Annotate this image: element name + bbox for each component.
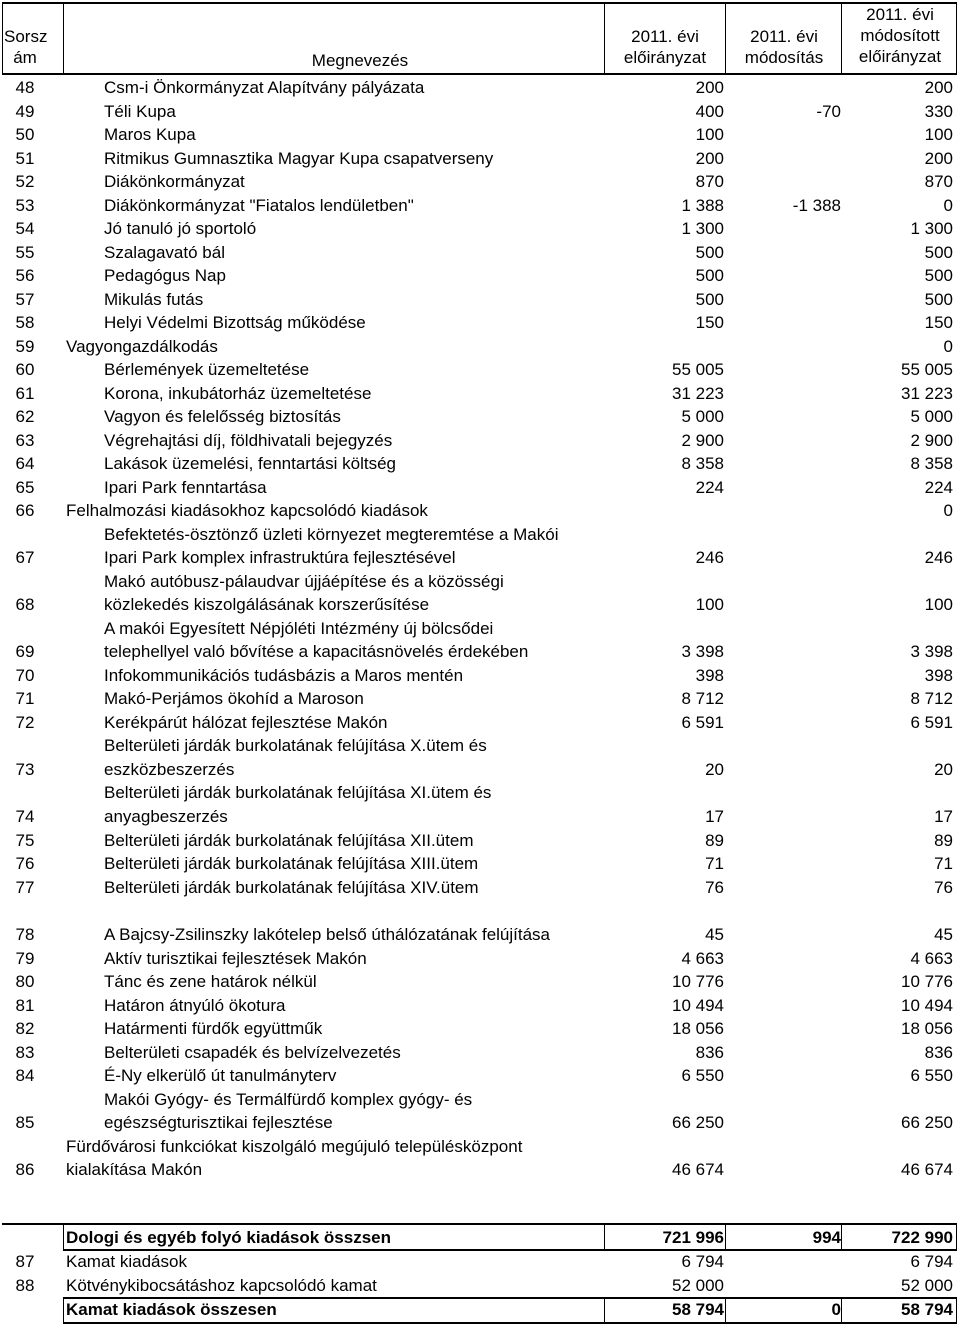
total-divider-3 bbox=[841, 1297, 842, 1323]
header-megnevezes: Megnevezés bbox=[311, 51, 409, 70]
row-description: Vagyongazdálkodás bbox=[66, 336, 218, 356]
row-number: 48 bbox=[15, 78, 35, 97]
value-eloiranyzat: 1 300 bbox=[681, 219, 724, 238]
row-number: 50 bbox=[15, 125, 35, 144]
header-eloiranyzat-line2: előirányzat bbox=[623, 48, 707, 67]
row-description: Belterületi csapadék és belvízelvezetés bbox=[104, 1042, 401, 1062]
row-description: anyagbeszerzés bbox=[104, 806, 228, 826]
row-number: 62 bbox=[15, 407, 35, 426]
value-modositott: 100 bbox=[924, 125, 953, 144]
row-number: 76 bbox=[15, 854, 35, 873]
value-modositott: 200 bbox=[924, 78, 953, 97]
row-description: A Bajcsy-Zsilinszky lakótelep belső úthálózatának felújítása bbox=[104, 925, 551, 944]
value-modositott: 330 bbox=[924, 101, 953, 121]
row-number: 86 bbox=[15, 1159, 35, 1179]
row-number: 82 bbox=[15, 1019, 35, 1038]
header-divider-6 bbox=[956, 2, 957, 74]
row-number: 51 bbox=[15, 148, 35, 168]
total-right-border bbox=[956, 1297, 957, 1323]
value-modositott: 100 bbox=[924, 594, 953, 614]
row-description: Befektetés-ösztönző üzleti környezet megteremtése a Makói bbox=[104, 524, 559, 544]
row-number: 60 bbox=[15, 360, 35, 379]
header-modositas-line2: módosítás bbox=[744, 48, 824, 67]
header-modositas bbox=[727, 26, 841, 68]
subtotal-bottom-rule bbox=[63, 1249, 957, 1251]
row-number: 75 bbox=[15, 830, 35, 850]
header-divider-5 bbox=[841, 2, 842, 74]
header-divider-3 bbox=[604, 2, 605, 74]
row-description: Bérlemények üzemeltetése bbox=[104, 360, 310, 379]
row-description: Maros Kupa bbox=[104, 125, 196, 144]
value-eloiranyzat: 6 794 bbox=[681, 1252, 724, 1271]
value-eloiranyzat: 58 794 bbox=[672, 1300, 724, 1319]
value-modositott: 71 bbox=[934, 854, 953, 873]
value-modositott: 1 300 bbox=[910, 219, 953, 238]
value-eloiranyzat: 31 223 bbox=[672, 383, 724, 403]
subtotal-divider-3 bbox=[841, 1224, 842, 1250]
value-modositott: 500 bbox=[924, 242, 953, 262]
row-number: 74 bbox=[15, 806, 35, 826]
row-description: közlekedés kiszolgálásának korszerűsítése bbox=[104, 594, 430, 614]
value-modositott: 17 bbox=[934, 806, 953, 826]
row-number: 52 bbox=[15, 172, 35, 191]
row-number: 57 bbox=[15, 289, 35, 309]
row-description: Kamat kiadások összesen bbox=[66, 1300, 277, 1319]
row-description: Infokommunikációs tudásbázis a Maros mentén bbox=[104, 665, 464, 685]
value-modositas: 994 bbox=[812, 1228, 841, 1247]
value-modositott: 6 591 bbox=[910, 712, 953, 732]
value-eloiranyzat: 6 591 bbox=[681, 712, 724, 732]
value-modositott: 246 bbox=[924, 547, 953, 567]
value-eloiranyzat: 45 bbox=[705, 925, 724, 944]
header-sorszam-line2: ám bbox=[13, 48, 37, 67]
total-left-border bbox=[63, 1297, 64, 1323]
row-description: Ritmikus Gumnasztika Magyar Kupa csapatverseny bbox=[104, 148, 494, 168]
row-description: Makói Gyógy- és Termálfürdő komplex gyógy- és bbox=[104, 1089, 473, 1109]
value-eloiranyzat: 500 bbox=[695, 242, 724, 262]
value-modositott: 0 bbox=[943, 501, 953, 520]
value-eloiranyzat: 20 bbox=[705, 759, 724, 779]
row-number: 87 bbox=[15, 1252, 35, 1271]
value-eloiranyzat: 721 996 bbox=[662, 1228, 724, 1247]
row-number: 67 bbox=[15, 547, 35, 567]
row-number: 58 bbox=[15, 313, 35, 332]
row-description: Helyi Védelmi Bizottság működése bbox=[104, 313, 366, 332]
value-eloiranyzat: 8 712 bbox=[681, 689, 724, 709]
value-modositott: 6 550 bbox=[910, 1066, 953, 1085]
row-description: Diákönkormányzat bbox=[104, 172, 245, 191]
row-description: Makó-Perjámos ökohíd a Maroson bbox=[104, 689, 364, 709]
value-eloiranyzat: 8 358 bbox=[681, 454, 724, 473]
value-eloiranyzat: 71 bbox=[705, 854, 724, 873]
subtotal-left-border bbox=[63, 1224, 64, 1250]
row-number: 56 bbox=[15, 266, 35, 285]
header-divider-2 bbox=[63, 2, 64, 74]
row-description: telephellyel való bővítése a kapacitásnövelés érdekében bbox=[104, 642, 529, 661]
value-modositott: 8 358 bbox=[910, 454, 953, 473]
header-eloiranyzat bbox=[606, 26, 724, 68]
row-description: Makó autóbusz-pálaudvar újjáépítése és a közösségi bbox=[104, 571, 504, 591]
value-eloiranyzat: 836 bbox=[695, 1042, 724, 1062]
value-modositott: 500 bbox=[924, 266, 953, 285]
value-modositott: 58 794 bbox=[901, 1300, 953, 1319]
value-eloiranyzat: 76 bbox=[705, 877, 724, 897]
header-modositas-line1: 2011. évi bbox=[750, 27, 818, 46]
row-number: 88 bbox=[15, 1276, 35, 1295]
row-description: Jó tanuló jó sportoló bbox=[104, 219, 257, 238]
header-bottom-rule bbox=[2, 73, 957, 75]
total-divider-2 bbox=[725, 1297, 726, 1323]
header-modositott-line2: módosított bbox=[860, 26, 940, 45]
row-description: Dologi és egyéb folyó kiadások összsen bbox=[66, 1228, 391, 1247]
row-number: 59 bbox=[15, 336, 35, 356]
value-modositott: 224 bbox=[924, 477, 953, 497]
row-number: 53 bbox=[15, 195, 35, 215]
value-modositott: 2 900 bbox=[910, 430, 953, 450]
row-number: 49 bbox=[15, 101, 35, 121]
row-number: 64 bbox=[15, 454, 35, 473]
row-number: 71 bbox=[15, 689, 35, 709]
value-eloiranyzat: 5 000 bbox=[681, 407, 724, 426]
value-eloiranyzat: 150 bbox=[695, 313, 724, 332]
value-eloiranyzat: 17 bbox=[705, 806, 724, 826]
value-eloiranyzat: 246 bbox=[695, 547, 724, 567]
row-description: Ipari Park komplex infrastruktúra fejlesztésével bbox=[104, 547, 456, 567]
value-modositott: 4 663 bbox=[910, 948, 953, 968]
value-eloiranyzat: 2 900 bbox=[681, 430, 724, 450]
row-number: 78 bbox=[15, 925, 35, 944]
row-number: 68 bbox=[15, 594, 35, 614]
header-modositott bbox=[843, 4, 957, 67]
value-modositott: 55 005 bbox=[901, 360, 953, 379]
row-description: Téli Kupa bbox=[104, 101, 176, 121]
row-description: É-Ny elkerülő út tanulmányterv bbox=[104, 1066, 337, 1085]
value-eloiranyzat: 500 bbox=[695, 289, 724, 309]
value-modositott: 8 712 bbox=[910, 689, 953, 709]
row-description: Kötvénykibocsátáshoz kapcsolódó kamat bbox=[66, 1276, 377, 1295]
row-number: 63 bbox=[15, 430, 35, 450]
row-description: Határon átnyúló ökotura bbox=[104, 995, 286, 1015]
value-modositott: 500 bbox=[924, 289, 953, 309]
row-description: Ipari Park fenntartása bbox=[104, 477, 267, 497]
value-modositott: 76 bbox=[934, 877, 953, 897]
row-description: Kerékpárút hálózat fejlesztése Makón bbox=[104, 712, 388, 732]
row-description: Vagyon és felelősség biztosítás bbox=[104, 407, 341, 426]
row-description: Aktív turisztikai fejlesztések Makón bbox=[104, 948, 367, 968]
value-eloiranyzat: 6 550 bbox=[681, 1066, 724, 1085]
value-modositott: 0 bbox=[943, 336, 953, 356]
row-description: Lakások üzemelési, fenntartási költség bbox=[104, 454, 396, 473]
totals-top-rule bbox=[2, 1223, 957, 1225]
value-modositott: 3 398 bbox=[910, 642, 953, 661]
row-number: 85 bbox=[15, 1112, 35, 1132]
value-modositas: -70 bbox=[816, 101, 841, 121]
row-description: Belterületi járdák burkolatának felújítása XIV.ütem bbox=[104, 877, 479, 897]
row-description: Kamat kiadások bbox=[66, 1252, 187, 1271]
header-modositott-line3: előirányzat bbox=[858, 47, 942, 66]
row-number: 72 bbox=[15, 712, 35, 732]
header-top-rule bbox=[2, 2, 957, 4]
row-description: Szalagavató bál bbox=[104, 242, 225, 262]
row-number: 69 bbox=[15, 642, 35, 661]
value-modositott: 6 794 bbox=[910, 1252, 953, 1271]
row-description: A makói Egyesített Népjóléti Intézmény új bölcsődei bbox=[104, 618, 494, 638]
value-eloiranyzat: 398 bbox=[695, 665, 724, 685]
row-number: 77 bbox=[15, 877, 35, 897]
row-description: Felhalmozási kiadásokhoz kapcsolódó kiadások bbox=[66, 501, 428, 520]
header-divider-4 bbox=[725, 2, 726, 74]
value-modositott: 150 bbox=[924, 313, 953, 332]
row-number: 80 bbox=[15, 972, 35, 991]
subtotal-divider-2 bbox=[725, 1224, 726, 1250]
totals-bottom-rule bbox=[63, 1322, 957, 1324]
value-modositott: 31 223 bbox=[901, 383, 953, 403]
row-number: 81 bbox=[15, 995, 35, 1015]
row-description: egészségturisztikai fejlesztése bbox=[104, 1112, 333, 1132]
row-number: 66 bbox=[15, 501, 35, 520]
value-eloiranyzat: 200 bbox=[695, 78, 724, 97]
row-description: Korona, inkubátorház üzemeltetése bbox=[104, 383, 372, 403]
row-description: Mikulás futás bbox=[104, 289, 204, 309]
header-sorszam-line1: Sorsz bbox=[4, 27, 48, 46]
row-number: 79 bbox=[15, 948, 35, 968]
value-modositott: 45 bbox=[934, 925, 953, 944]
row-description: Belterületi járdák burkolatának felújítása XI.ütem és bbox=[104, 783, 492, 803]
row-description: Diákönkormányzat "Fiatalos lendületben" bbox=[104, 195, 414, 215]
row-description: Pedagógus Nap bbox=[104, 266, 226, 285]
value-modositott: 836 bbox=[924, 1042, 953, 1062]
value-eloiranyzat: 89 bbox=[705, 830, 724, 850]
value-eloiranyzat: 66 250 bbox=[672, 1112, 724, 1132]
value-modositott: 870 bbox=[924, 172, 953, 191]
value-eloiranyzat: 100 bbox=[695, 125, 724, 144]
row-number: 54 bbox=[15, 219, 35, 238]
value-modositott: 89 bbox=[934, 830, 953, 850]
value-eloiranyzat: 224 bbox=[695, 477, 724, 497]
value-eloiranyzat: 52 000 bbox=[672, 1276, 724, 1295]
row-number: 70 bbox=[15, 665, 35, 685]
header-modositott-line1: 2011. évi bbox=[866, 5, 934, 24]
row-description: Végrehajtási díj, földhivatali bejegyzés bbox=[104, 430, 393, 450]
row-description: eszközbeszerzés bbox=[104, 759, 235, 779]
value-eloiranyzat: 18 056 bbox=[672, 1019, 724, 1038]
value-eloiranyzat: 870 bbox=[695, 172, 724, 191]
header-sorszam bbox=[4, 26, 46, 68]
header-eloiranyzat-line1: 2011. évi bbox=[631, 27, 699, 46]
value-modositott: 10 494 bbox=[901, 995, 953, 1015]
value-eloiranyzat: 10 776 bbox=[672, 972, 724, 991]
value-modositott: 10 776 bbox=[901, 972, 953, 991]
value-modositott: 18 056 bbox=[901, 1019, 953, 1038]
value-eloiranyzat: 200 bbox=[695, 148, 724, 168]
row-description: Belterületi járdák burkolatának felújítása XIII.ütem bbox=[104, 854, 479, 873]
value-modositott: 398 bbox=[924, 665, 953, 685]
row-description: Csm-i Önkormányzat Alapítvány pályázata bbox=[104, 78, 425, 97]
row-description: Belterületi járdák burkolatának felújítása XII.ütem bbox=[104, 830, 474, 850]
value-eloiranyzat: 1 388 bbox=[681, 195, 724, 215]
value-modositott: 0 bbox=[943, 195, 953, 215]
header-divider-1 bbox=[2, 2, 3, 74]
row-description: Fürdővárosi funkciókat kiszolgáló megújuló településközpont bbox=[66, 1136, 523, 1156]
value-modositas: -1 388 bbox=[792, 195, 841, 215]
value-modositott: 20 bbox=[934, 759, 953, 779]
row-number: 83 bbox=[15, 1042, 35, 1062]
value-eloiranyzat: 3 398 bbox=[681, 642, 724, 661]
row-number: 73 bbox=[15, 759, 35, 779]
row-description: kialakítása Makón bbox=[66, 1159, 203, 1179]
row-number: 61 bbox=[15, 383, 35, 403]
row-description: Határmenti fürdők együttműk bbox=[104, 1019, 323, 1038]
row-description: Belterületi járdák burkolatának felújítása X.ütem és bbox=[104, 736, 487, 756]
value-eloiranyzat: 4 663 bbox=[681, 948, 724, 968]
value-eloiranyzat: 400 bbox=[695, 101, 724, 121]
value-eloiranyzat: 500 bbox=[695, 266, 724, 285]
value-modositott: 722 990 bbox=[891, 1228, 953, 1247]
value-modositas: 0 bbox=[831, 1300, 841, 1319]
subtotal-right-border bbox=[956, 1224, 957, 1250]
value-eloiranyzat: 10 494 bbox=[672, 995, 724, 1015]
row-number: 65 bbox=[15, 477, 35, 497]
row-description: Tánc és zene határok nélkül bbox=[104, 972, 317, 991]
interest-top-rule bbox=[63, 1297, 957, 1299]
row-number: 55 bbox=[15, 242, 35, 262]
value-eloiranyzat: 100 bbox=[695, 594, 724, 614]
value-eloiranyzat: 46 674 bbox=[672, 1159, 724, 1179]
value-modositott: 200 bbox=[924, 148, 953, 168]
value-modositott: 52 000 bbox=[901, 1276, 953, 1295]
value-modositott: 5 000 bbox=[910, 407, 953, 426]
row-number: 84 bbox=[15, 1066, 35, 1085]
subtotal-divider-1 bbox=[604, 1224, 605, 1250]
total-divider-1 bbox=[604, 1297, 605, 1323]
value-modositott: 66 250 bbox=[901, 1112, 953, 1132]
value-modositott: 46 674 bbox=[901, 1159, 953, 1179]
value-eloiranyzat: 55 005 bbox=[672, 360, 724, 379]
